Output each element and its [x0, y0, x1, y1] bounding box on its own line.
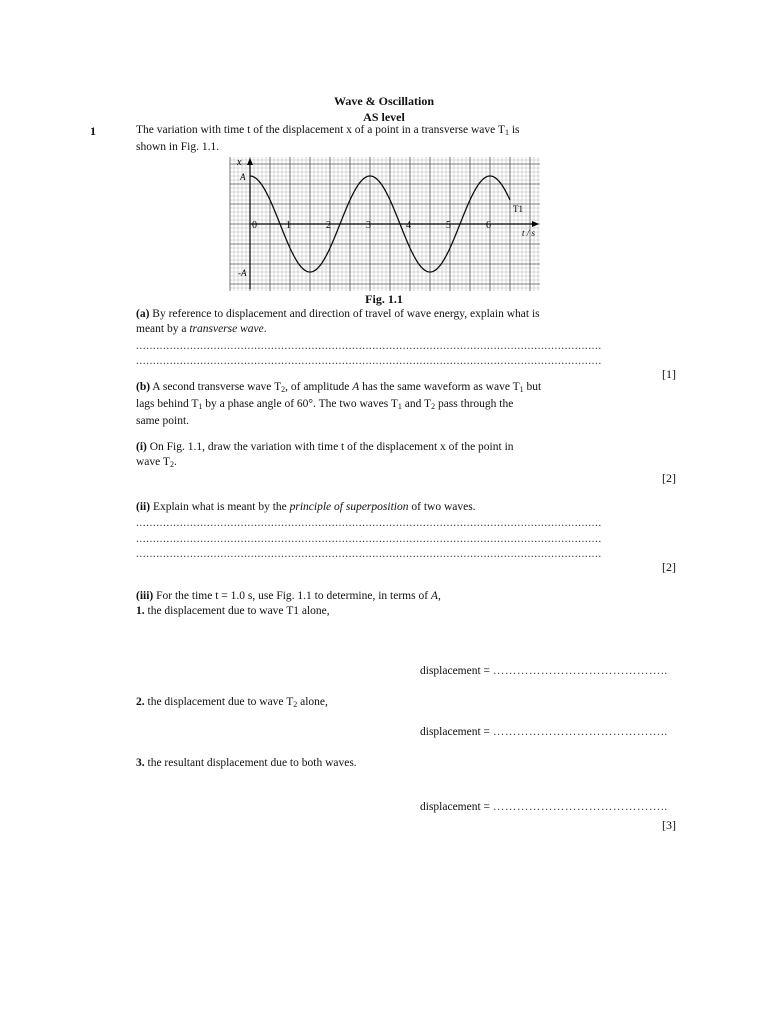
x-tick-label: 4	[406, 220, 411, 231]
mark-a: [1]	[662, 367, 676, 381]
document-title: Wave & Oscillation	[334, 94, 434, 108]
answer-line-a2[interactable]: ..........................................................................................................................................	[136, 355, 602, 367]
figure-caption: Fig. 1.1	[365, 292, 403, 306]
mark-bii: [2]	[662, 560, 676, 574]
question-intro: The variation with time t of the displacement x of a point in a transverse wave $T_1$ is shown in Fig. 1.1.	[136, 124, 520, 153]
y-axis-label: x	[237, 157, 242, 168]
x-axis-label: t / s	[522, 228, 536, 238]
part-bi-text: (i) On Fig. 1.1, draw the variation with time t of the displacement x of the point in wave $T_2$.	[136, 441, 514, 469]
part-a-text: (a) By reference to displacement and direction of travel of wave energy, explain what is meant by a transverse wave.	[136, 308, 540, 335]
x-tick-label: 5	[446, 220, 451, 231]
displacement-row-2: displacement = ……………………………………..	[420, 726, 668, 738]
x-tick-label: 1	[286, 220, 291, 231]
part-biii-text: (iii) For the time t = 1.0 s, use Fig. 1.1 to determine, in terms of A, 1. the displacement due to wave T1 alone,	[136, 590, 441, 617]
answer-line-a1[interactable]: ..........................................................................................................................................	[136, 340, 602, 352]
displacement-answer-3[interactable]: ……………………………………..	[492, 801, 668, 813]
y-tick-label-A: A	[240, 172, 246, 182]
wave-figure	[230, 157, 540, 291]
mark-biii: [3]	[662, 818, 676, 832]
question-number: 1	[90, 124, 96, 138]
y-tick-label-minus-A: -A	[238, 268, 247, 278]
displacement-row-1: displacement = ……………………………………..	[420, 665, 668, 677]
sub3-text: 3. the resultant displacement due to both waves.	[136, 757, 357, 769]
document-subtitle: AS level	[363, 110, 405, 124]
part-bii-text: (ii) Explain what is meant by the principle of superposition of two waves.	[136, 501, 476, 513]
displacement-row-3: displacement = ……………………………………..	[420, 801, 668, 813]
sub2-text: 2. the displacement due to wave $T_2$ alone,	[136, 696, 328, 709]
mark-bi: [2]	[662, 471, 676, 485]
x-tick-label: 2	[326, 220, 331, 231]
displacement-answer-2[interactable]: ……………………………………..	[492, 726, 668, 738]
answer-line-bii2[interactable]: ..........................................................................................................................................	[136, 533, 602, 545]
x-tick-label: 6	[486, 220, 491, 231]
x-tick-label: 0	[252, 220, 257, 231]
x-tick-label: 3	[366, 220, 371, 231]
answer-line-bii3[interactable]: ..........................................................................................................................................	[136, 548, 602, 560]
displacement-answer-1[interactable]: ……………………………………..	[492, 665, 668, 677]
part-b-text: (b) A second transverse wave $T_2$, of amplitude A has the same waveform as wave $T_1$ but lags behind $T_1$ by a phase angle of 60°. The two waves $T_1$ and $T_2$ pass through the same point.	[136, 381, 542, 427]
series-label-T1: T1	[513, 204, 523, 214]
answer-line-bii1[interactable]: ..........................................................................................................................................	[136, 517, 602, 529]
